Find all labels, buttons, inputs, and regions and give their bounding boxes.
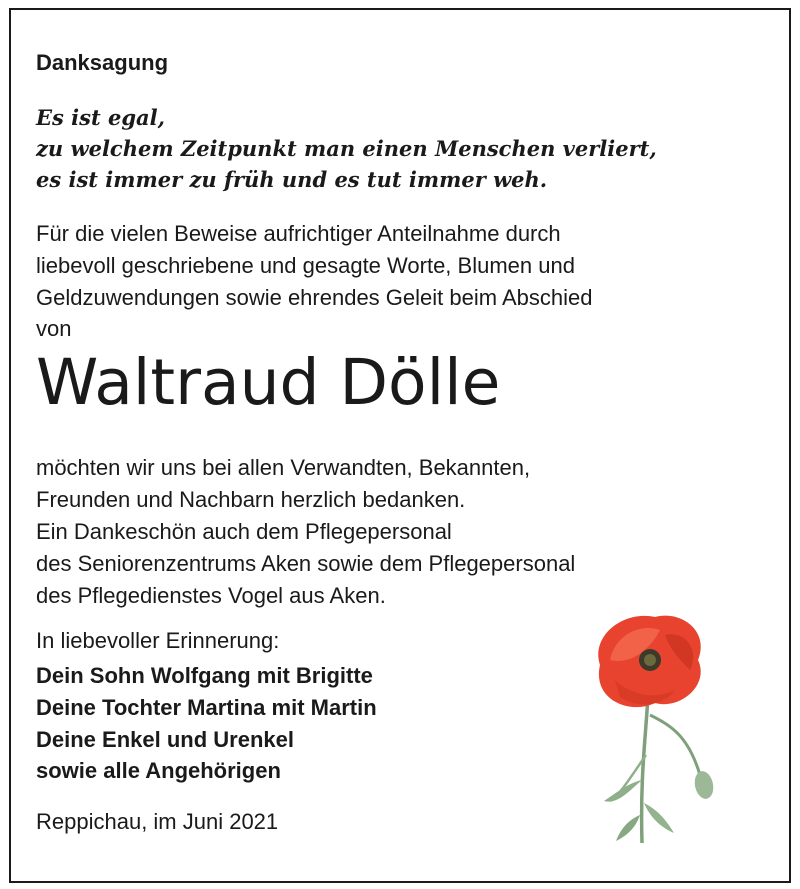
mourner-line-2: Deine Tochter Martina mit Martin bbox=[36, 695, 377, 720]
intro-line-1: Für die vielen Beweise aufrichtiger Anteilnahme durch bbox=[36, 221, 561, 246]
thanks-line-5: des Pflegedienstes Vogel aus Aken. bbox=[36, 583, 386, 608]
thanks-line-1: möchten wir uns bei allen Verwandten, Bekannten, bbox=[36, 455, 531, 480]
intro-line-4: von bbox=[36, 316, 72, 341]
intro-line-3: Geldzuwendungen sowie ehrendes Geleit beim Abschied bbox=[36, 285, 593, 310]
mourner-line-3: Deine Enkel und Urenkel bbox=[36, 727, 294, 752]
deceased-name: Waltraud Dölle bbox=[36, 346, 501, 419]
memory-intro: In liebevoller Erinnerung: bbox=[36, 628, 280, 653]
place-date: Reppichau, im Juni 2021 bbox=[36, 809, 279, 834]
quote-line-2: zu welchem Zeitpunkt man einen Menschen verliert, bbox=[36, 136, 657, 161]
thanks-line-3: Ein Dankeschön auch dem Pflegepersonal bbox=[36, 519, 452, 544]
quote-line-3: es ist immer zu früh und es tut immer weh. bbox=[36, 167, 548, 192]
thanks-line-4: des Seniorenzentrums Aken sowie dem Pflegepersonal bbox=[36, 551, 576, 576]
intro-line-2: liebevoll geschriebene und gesagte Worte, Blumen und bbox=[36, 253, 575, 278]
poppy-flower-icon bbox=[570, 605, 730, 845]
heading: Danksagung bbox=[36, 50, 169, 75]
mourner-line-4: sowie alle Angehörigen bbox=[36, 758, 281, 783]
quote-line-1: Es ist egal, bbox=[36, 105, 165, 130]
mourner-line-1: Dein Sohn Wolfgang mit Brigitte bbox=[36, 663, 373, 688]
thanks-line-2: Freunden und Nachbarn herzlich bedanken. bbox=[36, 487, 466, 512]
